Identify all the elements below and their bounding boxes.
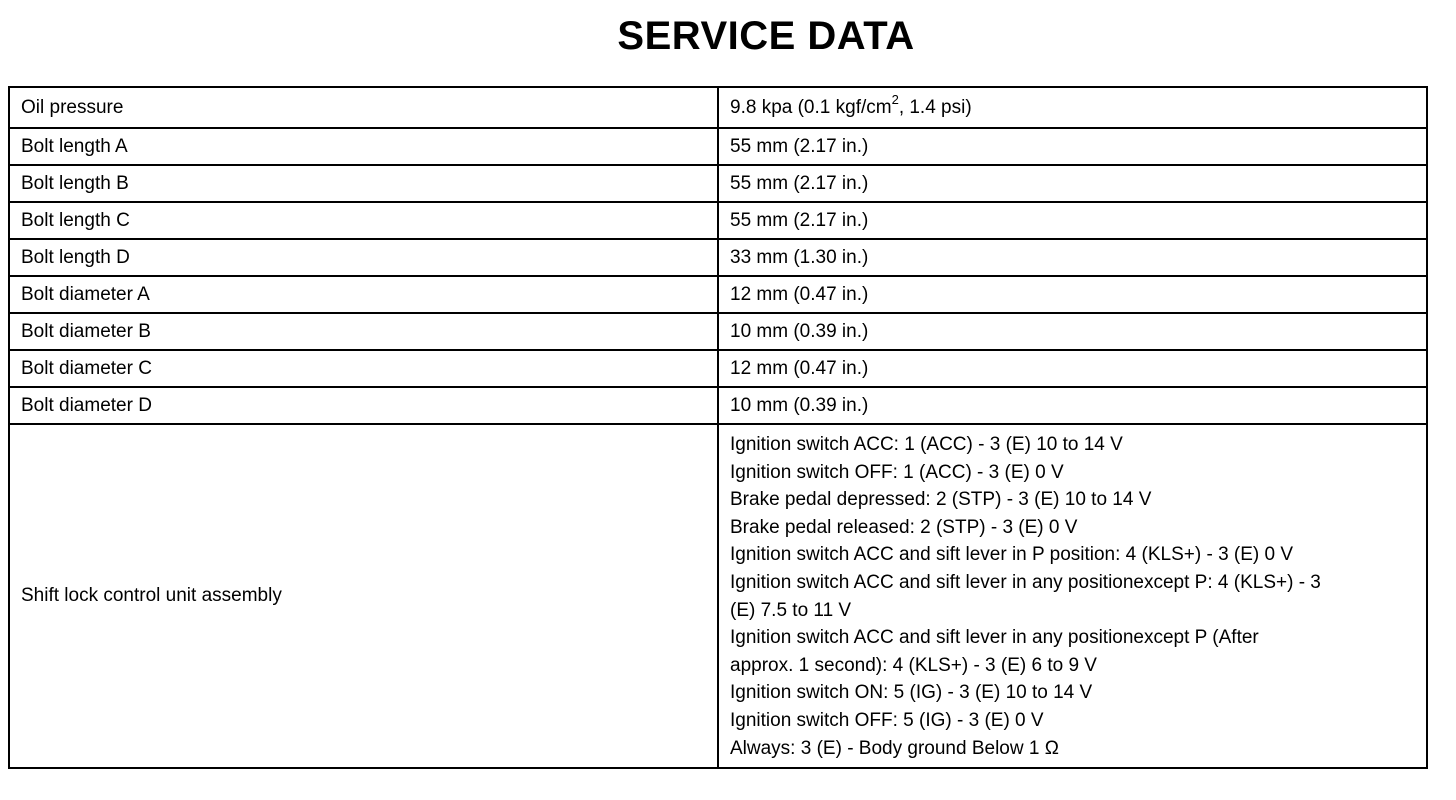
table-row <box>9 424 1427 768</box>
row-value: 55 mm (2.17 in.) <box>718 128 1427 165</box>
value-line: Ignition switch ACC and sift lever in any positionexcept P (After <box>730 627 1259 649</box>
value-line: Always: 3 (E) - Body ground Below 1 Ω <box>730 737 1059 759</box>
row-value: 10 mm (0.39 in.) <box>718 387 1427 424</box>
table-row <box>9 202 1427 239</box>
value-line: approx. 1 second): 4 (KLS+) - 3 (E) 6 to 9 V <box>730 654 1097 676</box>
table-row <box>9 276 1427 313</box>
row-label: Bolt length C <box>9 202 718 239</box>
row-label: Bolt diameter C <box>9 350 718 387</box>
row-label: Bolt diameter A <box>9 276 718 313</box>
row-value: 12 mm (0.47 in.) <box>718 276 1427 313</box>
row-value: 33 mm (1.30 in.) <box>718 239 1427 276</box>
row-value: 55 mm (2.17 in.) <box>718 165 1427 202</box>
row-label: Bolt length D <box>9 239 718 276</box>
row-label: Bolt diameter D <box>9 387 718 424</box>
value-line: Brake pedal depressed: 2 (STP) - 3 (E) 10 to 14 V <box>730 489 1152 511</box>
table-row <box>9 128 1427 165</box>
row-label: Bolt length A <box>9 128 718 165</box>
row-value <box>718 87 1427 128</box>
row-label: Oil pressure <box>9 87 718 128</box>
table-row <box>9 313 1427 350</box>
value-line: (E) 7.5 to 11 V <box>730 599 852 621</box>
row-label: Bolt diameter B <box>9 313 718 350</box>
row-label: Bolt length B <box>9 165 718 202</box>
value-text: , 1.4 psi) <box>898 96 972 118</box>
value-text: 9.8 kpa (0.1 kgf/cm <box>730 96 892 118</box>
page-title: SERVICE DATA <box>617 14 915 58</box>
value-line: Ignition switch ACC and sift lever in any positionexcept P: 4 (KLS+) - 3 <box>730 571 1321 593</box>
table-row <box>9 387 1427 424</box>
row-value: 10 mm (0.39 in.) <box>718 313 1427 350</box>
superscript: 2 <box>891 92 899 108</box>
table-row <box>9 165 1427 202</box>
row-value: 12 mm (0.47 in.) <box>718 350 1427 387</box>
value-line: Ignition switch ON: 5 (IG) - 3 (E) 10 to 14 V <box>730 682 1093 704</box>
value-line: Ignition switch ACC: 1 (ACC) - 3 (E) 10 to 14 V <box>730 434 1123 455</box>
row-value <box>718 424 1427 768</box>
value-line: Ignition switch OFF: 1 (ACC) - 3 (E) 0 V <box>730 461 1064 483</box>
service-data-table <box>8 86 1428 769</box>
table-row <box>9 350 1427 387</box>
row-value: 55 mm (2.17 in.) <box>718 202 1427 239</box>
row-label: Shift lock control unit assembly <box>9 424 718 768</box>
value-line: Ignition switch ACC and sift lever in P position: 4 (KLS+) - 3 (E) 0 V <box>730 544 1294 566</box>
value-line: Brake pedal released: 2 (STP) - 3 (E) 0 V <box>730 516 1078 538</box>
table-row <box>9 239 1427 276</box>
value-line: Ignition switch OFF: 5 (IG) - 3 (E) 0 V <box>730 709 1044 731</box>
table-row <box>9 87 1427 128</box>
